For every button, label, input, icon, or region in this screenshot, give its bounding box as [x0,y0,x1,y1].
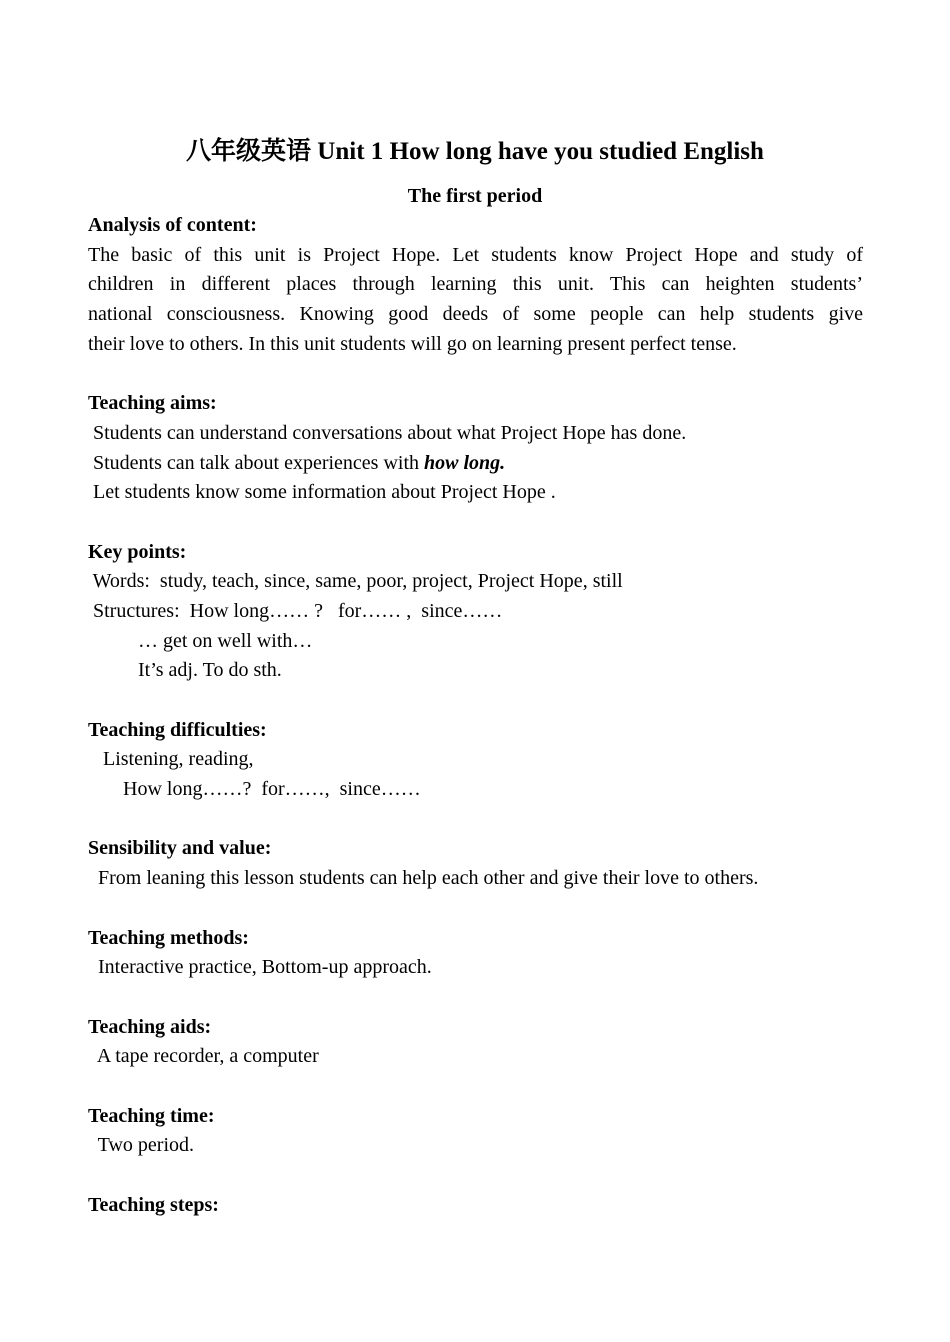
difficulties-line: Listening, reading, [88,748,254,771]
aims-heading: Teaching aims: [88,392,217,415]
key-points-structure: … get on well with… [88,629,313,652]
spacer [88,359,863,389]
spacer [88,983,863,1013]
sensibility-line: From leaning this lesson students can help each other and give their love to others. [88,867,759,890]
analysis-heading: Analysis of content: [88,214,257,236]
spacer [88,1072,863,1102]
aids-heading: Teaching aids: [88,1015,212,1038]
document-subtitle: The first period [407,185,543,207]
analysis-line: national consciousness. Knowing good deeds of some people can help students give [88,303,863,326]
spacer [88,805,863,835]
document-title: 八年级英语 Unit 1 How long have you studied English [186,138,764,165]
time-line: Two period. [88,1134,194,1157]
sensibility-heading: Sensibility and value: [88,837,272,860]
analysis-line: their love to others. In this unit students will go on learning present perfect tense. [88,332,737,355]
aims-emphasis: how long. [424,451,506,474]
spacer [88,508,863,538]
analysis-paragraph [88,241,863,360]
key-points-structure: It’s adj. To do sth. [88,659,282,682]
key-points-heading: Key points: [88,540,187,563]
document-body [88,211,863,1220]
aids-line: A tape recorder, a computer [88,1045,319,1068]
spacer [88,1161,863,1191]
aims-line-text: Students can talk about experiences with [88,451,425,474]
spacer [88,894,863,924]
difficulties-line: How long……? for……, since…… [88,778,421,801]
analysis-line: The basic of this unit is Project Hope. Let students know Project Hope and study of [88,243,863,266]
spacer [88,686,863,716]
time-heading: Teaching time: [88,1104,215,1127]
methods-heading: Teaching methods: [88,926,249,949]
key-points-structures: Structures: How long…… ? for…… , since…… [88,599,503,622]
aims-line [88,449,863,479]
aims-line: Students can understand conversations about what Project Hope has done. [88,421,687,444]
key-points-words: Words: study, teach, since, same, poor, project, Project Hope, still [88,570,623,593]
methods-line: Interactive practice, Bottom-up approach. [88,956,432,979]
aims-line: Let students know some information about Project Hope . [88,481,556,504]
difficulties-heading: Teaching difficulties: [88,718,267,741]
analysis-line: children in different places through learning this unit. This can heighten students’ [88,273,863,296]
steps-heading: Teaching steps: [88,1193,219,1216]
